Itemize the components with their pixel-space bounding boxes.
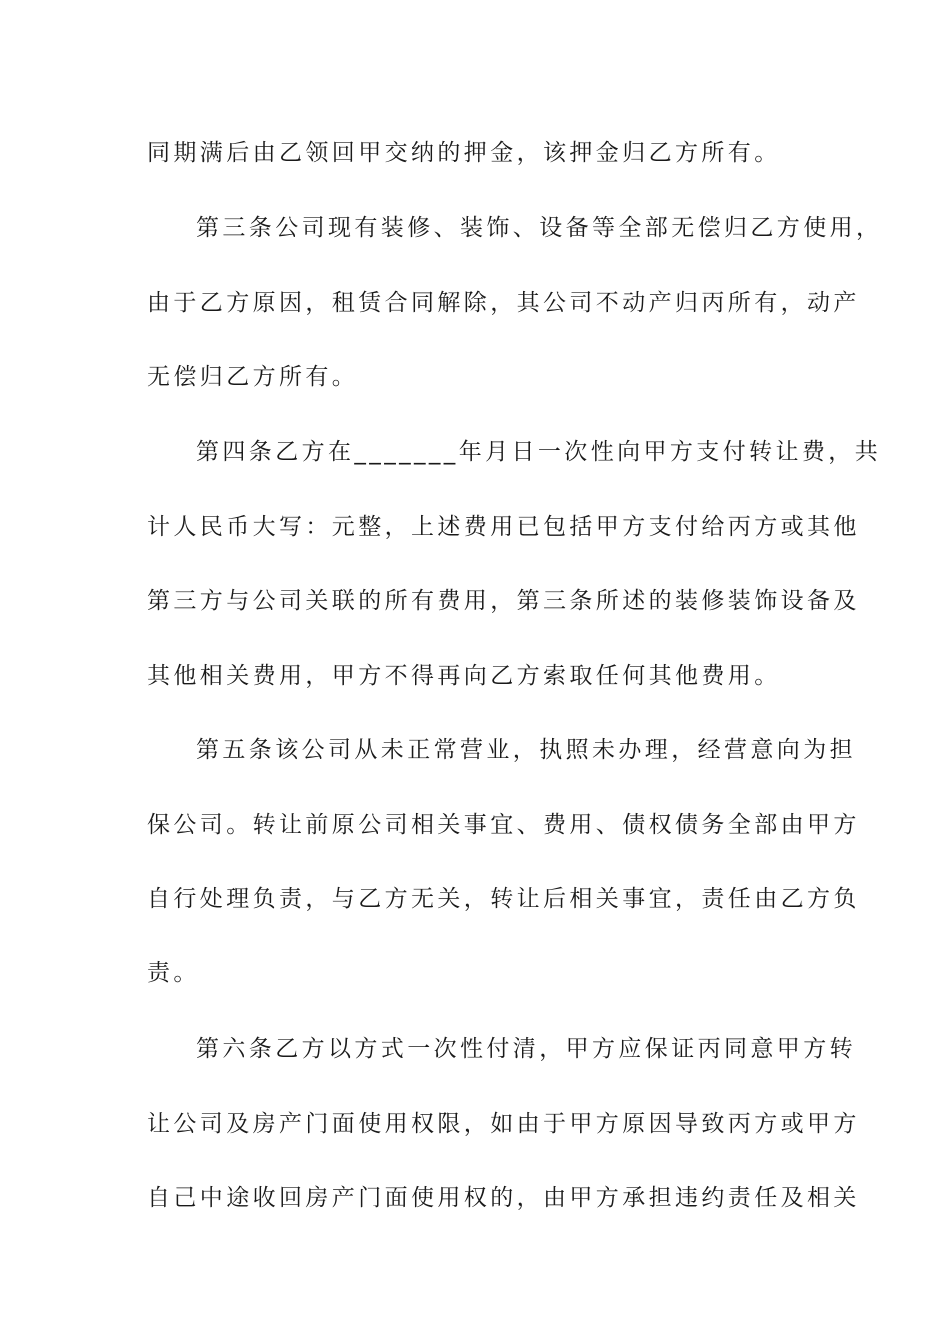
text-line: 第三方与公司关联的所有费用，第三条所述的装修装饰设备及 [147, 588, 860, 614]
article-6-line: 第六条乙方以方式一次性付清，甲方应保证丙同意甲方转 [196, 1036, 856, 1062]
text-line: 保公司。转让前原公司相关事宜、费用、债权债务全部由甲方 [147, 812, 860, 838]
text-line: 自行处理负责，与乙方无关，转让后相关事宜，责任由乙方负 [147, 886, 860, 912]
text-line: 其他相关费用，甲方不得再向乙方索取任何其他费用。 [147, 663, 781, 689]
text-line: 由于乙方原因，租赁合同解除，其公司不动产归丙所有，动产 [147, 290, 860, 316]
text-line: 计人民币大写：元整，上述费用已包括甲方支付给丙方或其他 [147, 514, 860, 540]
text-line: 责。 [147, 960, 200, 986]
text-line: 自己中途收回房产门面使用权的，由甲方承担违约责任及相关 [147, 1185, 860, 1211]
text-line: 同期满后由乙领回甲交纳的押金，该押金归乙方所有。 [147, 140, 781, 166]
article-4-line: 第四条乙方在_______年月日一次性向甲方支付转让费，共 [196, 439, 882, 465]
article-5-line: 第五条该公司从未正常营业，执照未办理，经营意向为担 [196, 737, 856, 763]
text-line: 无偿归乙方所有。 [147, 364, 359, 390]
article-3-line: 第三条公司现有装修、装饰、设备等全部无偿归乙方使用， [196, 215, 883, 241]
text-line: 让公司及房产门面使用权限，如由于甲方原因导致丙方或甲方 [147, 1111, 860, 1137]
